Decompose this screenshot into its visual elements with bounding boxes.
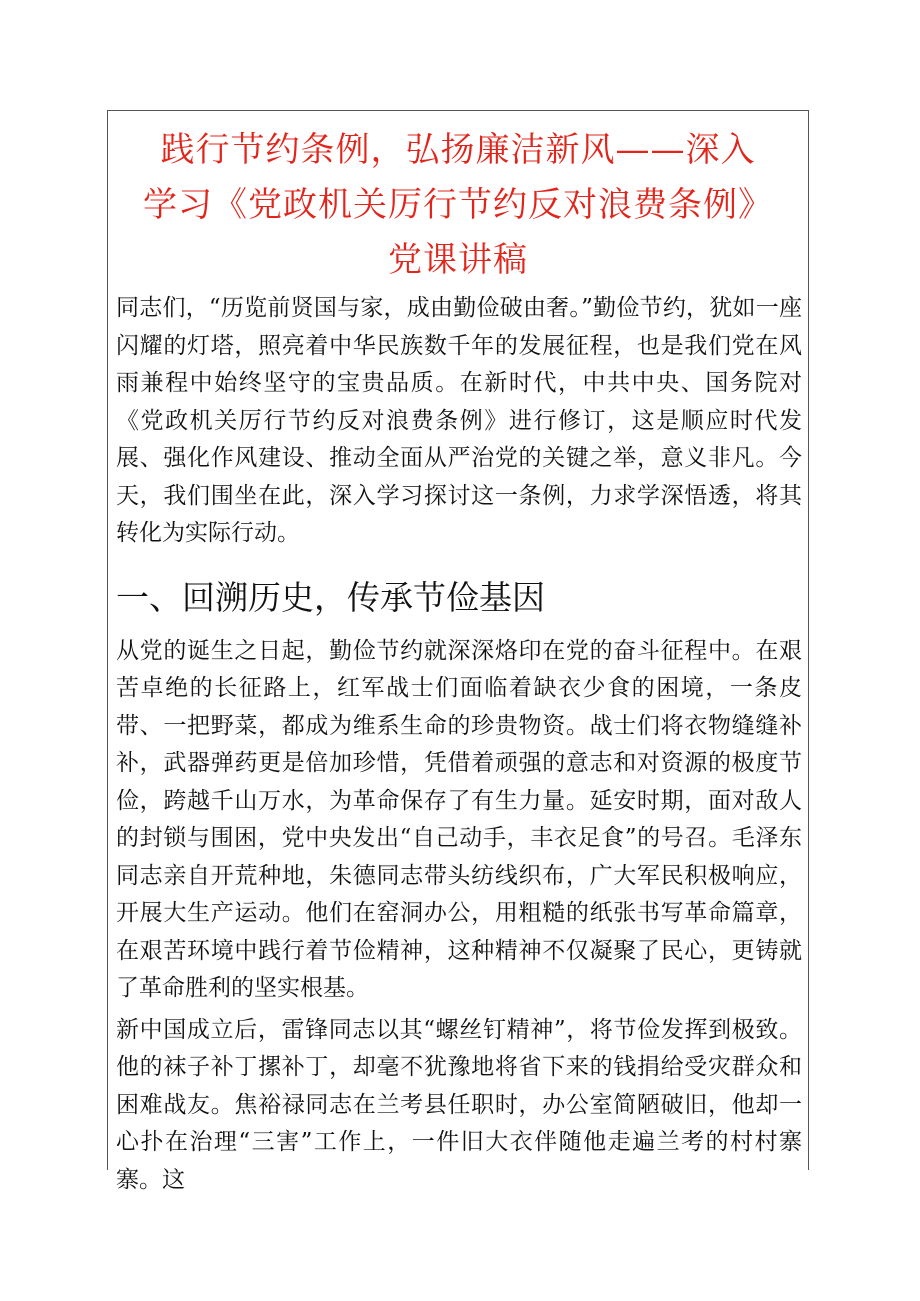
document-title (108, 123, 808, 288)
intro-paragraph: 同志们，“历览前贤国与家，成由勤俭破由奢。”勤俭节约，犹如一座闪耀的灯塔，照亮着中华民族数千年的发展征程，也是我们党在风雨兼程中始终坚守的宝贵品质。在新时代，中共中央、国务院对《党政机关厉行节约反对浪费条例》进行修订，这是顺应时代发展、强化作风建设、推动全面从严治党的关键之举，意义非凡。今天，我们围坐在此，深入学习探讨这一条例，力求学深悟透，将其转化为实际行动。 (116, 295, 802, 546)
section1-paragraph-2: 新中国成立后，雷锋同志以其“螺丝钉精神”，将节俭发挥到极致。他的袜子补丁摞补丁，却毫不犹豫地将省下来的钱捐给受灾群众和困难战友。焦裕禄同志在兰考县任职时，办公室简陋破旧，他却一心扑在治理“三害”工作上，一件旧大衣伴随他走遍兰考的村村寨寨。这 (116, 1016, 802, 1193)
title-line-1: 践行节约条例，弘扬廉洁新风——深入 (160, 130, 756, 170)
title-line-2: 学习《党政机关厉行节约反对浪费条例》 (143, 185, 773, 225)
title-line-3: 党课讲稿 (388, 240, 528, 280)
section-heading-1: 一、回溯历史，传承节俭基因 (116, 577, 545, 617)
document-frame (107, 110, 809, 1193)
section1-paragraph-1: 从党的诞生之日起，勤俭节约就深深烙印在党的奋斗征程中。在艰苦卓绝的长征路上，红军战士们面临着缺衣少食的困境，一条皮带、一把野菜，都成为维系生命的珍贵物资。战士们将衣物缝缝补补，武器弹药更是倍加珍惜，凭借着顽强的意志和对资源的极度节俭，跨越千山万水，为革命保存了有生力量。延安时期，面对敌人的封锁与围困，党中央发出“自己动手，丰衣足食”的号召。毛泽东同志亲自开荒种地，朱德同志带头纺线织布，广大军民积极响应，开展大生产运动。他们在窑洞办公，用粗糙的纸张书写革命篇章，在艰苦环境中践行着节俭精神，这种精神不仅凝聚了民心，更铸就了革命胜利的坚实根基。 (116, 637, 802, 1001)
